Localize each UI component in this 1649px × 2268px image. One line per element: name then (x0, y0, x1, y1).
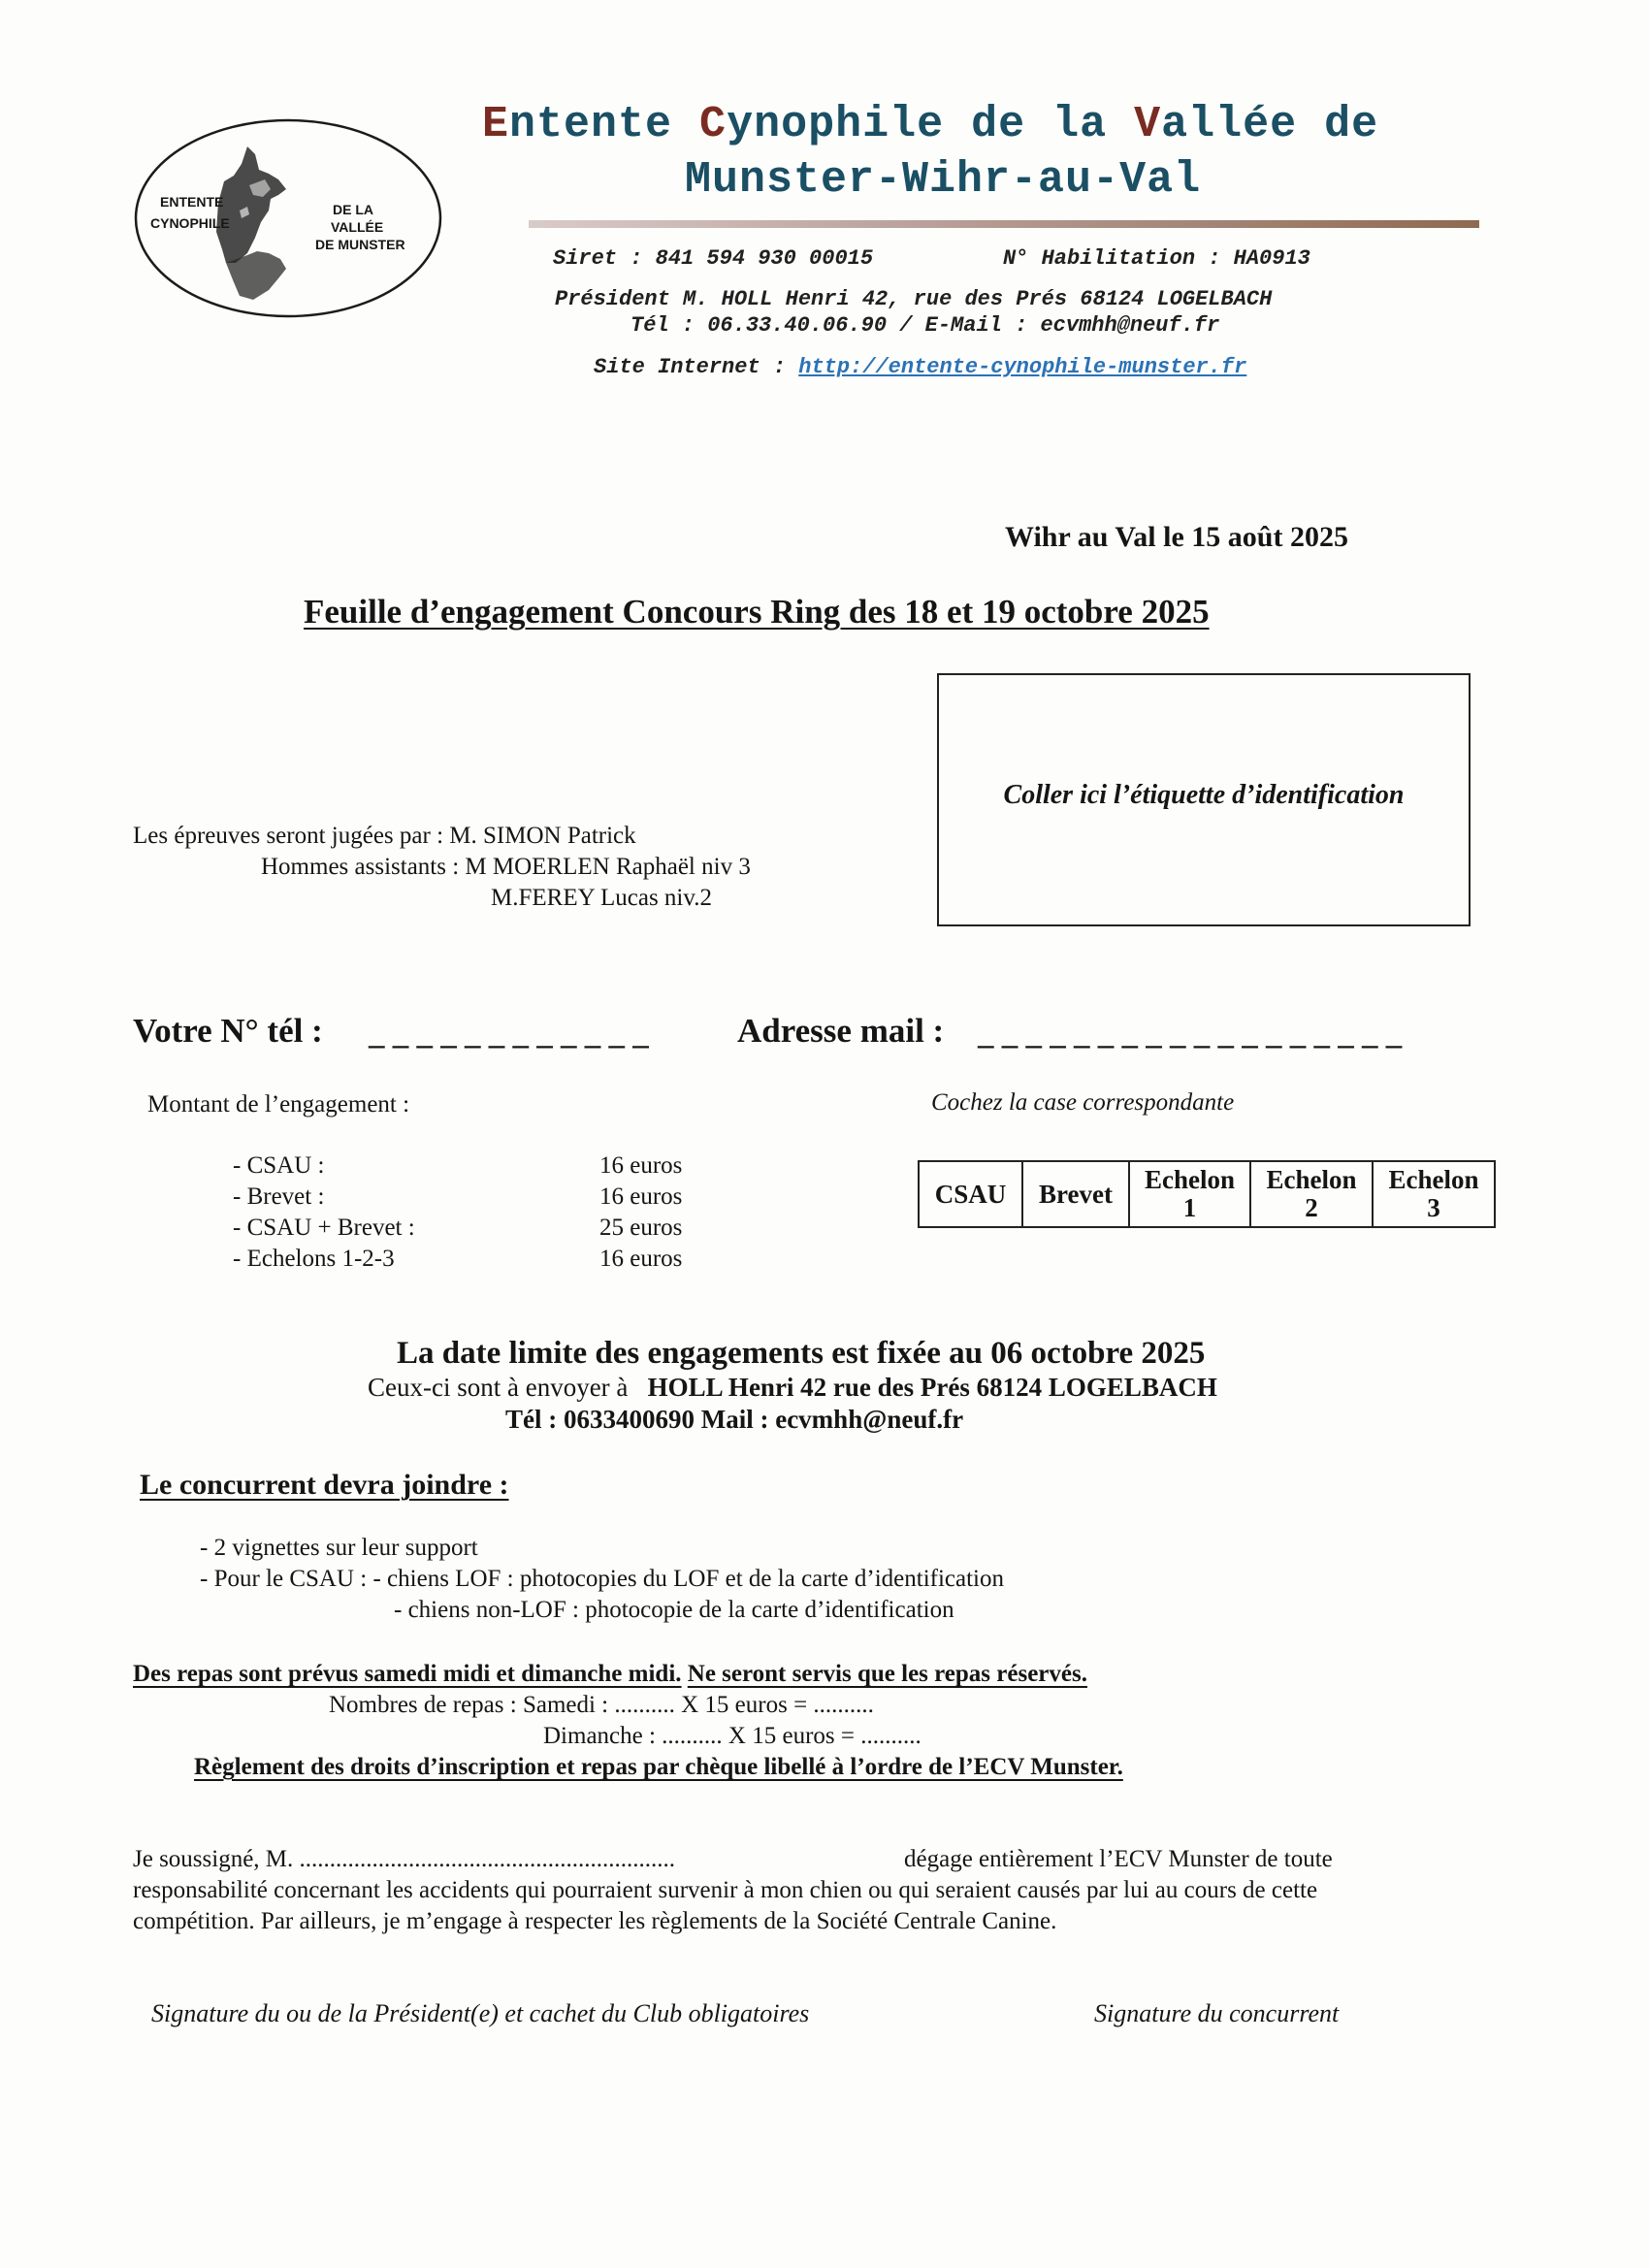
deadline-contact: Tél : 0633400690 Mail : ecvmhh@neuf.fr (505, 1405, 964, 1434)
phone-label: Votre N° tél : (133, 1012, 323, 1050)
category-box-brevet[interactable]: Brevet (1022, 1161, 1129, 1227)
assistant-line-2: M.FEREY Lucas niv.2 (491, 885, 712, 911)
club-signature-label: Signature du ou de la Président(e) et cachet du Club obligatoires (151, 1999, 810, 2027)
fee-price-csau-brevet: 25 euros (599, 1215, 683, 1241)
fee-price-echelons: 16 euros (599, 1246, 683, 1272)
logo-text-vallee: VALLÉE (331, 219, 384, 235)
competitor-signature-label: Signature du concurrent (1094, 1999, 1340, 2027)
fee-price-csau: 16 euros (599, 1152, 683, 1179)
payment-instruction: Règlement des droits d’inscription et repas par chèque libellé à l’ordre de l’ECV Munster. (194, 1754, 1123, 1780)
siret: Siret : 841 594 930 00015 (553, 246, 874, 271)
fee-label-echelons: - Echelons 1-2-3 (233, 1246, 395, 1272)
fee-label-csau-brevet: - CSAU + Brevet : (233, 1215, 415, 1241)
president-contact: Tél : 06.33.40.06.90 / E-Mail : ecvmhh@neuf.fr (630, 313, 1220, 338)
attach-item-csau-lof: - Pour le CSAU : - chiens LOF : photocopies du LOF et de la carte d’identification (200, 1566, 1004, 1592)
fee-label-brevet: - Brevet : (233, 1183, 325, 1210)
declaration-line1-end: dégage entièrement l’ECV Munster de toute (904, 1846, 1333, 1872)
website-row (594, 355, 1246, 379)
meals-heading: Des repas sont prévus samedi midi et dimanche midi. Ne seront servis que les repas réservés. (133, 1661, 1087, 1687)
deadline-title: La date limite des engagements est fixée au 06 octobre 2025 (397, 1336, 1206, 1371)
attach-item-csau-non-lof: - chiens non-LOF : photocopie de la carte d’identification (394, 1597, 954, 1623)
send-to-line: Ceux-ci sont à envoyer à HOLL Henri 42 rue des Prés 68124 LOGELBACH (368, 1373, 1217, 1402)
identification-label-box (937, 673, 1471, 926)
website-link[interactable]: http://entente-cynophile-munster.fr (798, 355, 1247, 379)
club-name-line2: Munster-Wihr-au-Val (685, 155, 1202, 205)
header-divider (529, 220, 1479, 228)
attach-heading: Le concurrent devra joindre : (140, 1469, 509, 1501)
habilitation-number: N° Habilitation : HA0913 (1003, 246, 1310, 271)
meals-sunday[interactable]: Dimanche : .......... X 15 euros = .......... (543, 1723, 922, 1749)
phone-field[interactable]: _ _ _ _ _ _ _ _ _ _ _ _ (369, 1017, 649, 1052)
president-address: Président M. HOLL Henri 42, rue des Prés 68124 LOGELBACH (555, 287, 1273, 311)
form-title: Feuille d’engagement Concours Ring des 18 et 19 octobre 2025 (304, 593, 1210, 631)
checkbox-instruction: Cochez la case correspondante (931, 1089, 1235, 1116)
declaration-line3: compétition. Par ailleurs, je m’engage à respecter les règlements de la Société Centrale Canine. (133, 1908, 1057, 1934)
place-date: Wihr au Val le 15 août 2025 (1005, 521, 1348, 553)
mail-field[interactable]: _ _ _ _ _ _ _ _ _ _ _ _ _ _ _ _ _ _ (978, 1017, 1403, 1052)
identification-label-text: Coller ici l’étiquette d’identification (1003, 780, 1405, 810)
logo-text-de-munster: DE MUNSTER (315, 237, 405, 252)
category-box-echelon-2[interactable]: Echelon 2 (1250, 1161, 1373, 1227)
club-logo (133, 117, 443, 319)
send-address: HOLL Henri 42 rue des Prés 68124 LOGELBACH (647, 1373, 1217, 1402)
category-box-echelon-3[interactable]: Echelon 3 (1373, 1161, 1495, 1227)
fee-price-brevet: 16 euros (599, 1183, 683, 1210)
club-name-line1: Entente Cynophile de la Vallée de (482, 100, 1379, 149)
declaration-name-line[interactable]: Je soussigné, M. .............................................................. (133, 1846, 676, 1872)
fees-heading: Montant de l’engagement : (147, 1091, 410, 1118)
category-box-csau[interactable]: CSAU (919, 1161, 1022, 1227)
attach-item-vignettes: - 2 vignettes sur leur support (200, 1535, 478, 1561)
logo-text-de-la: DE LA (333, 202, 373, 217)
logo-text-entente: ENTENTE (160, 194, 224, 210)
website-label: Site Internet : (594, 355, 787, 379)
mail-label: Adresse mail : (737, 1012, 945, 1050)
logo-text-cynophile: CYNOPHILE (150, 215, 230, 231)
club-logo-seal (133, 117, 443, 319)
declaration-line2: responsabilité concernant les accidents qui pourraient survenir à mon chien ou qui seraient causés par lui au cours de cette (133, 1877, 1318, 1903)
assistant-line-1: Hommes assistants : M MOERLEN Raphaël niv 3 (261, 854, 751, 880)
fee-label-csau: - CSAU : (233, 1152, 325, 1179)
category-box-echelon-1[interactable]: Echelon 1 (1129, 1161, 1250, 1227)
meals-saturday[interactable]: Nombres de repas : Samedi : .......... X 15 euros = .......... (329, 1692, 874, 1718)
judge-line: Les épreuves seront jugées par : M. SIMON Patrick (133, 823, 636, 849)
category-checkbox-table (918, 1160, 1496, 1228)
